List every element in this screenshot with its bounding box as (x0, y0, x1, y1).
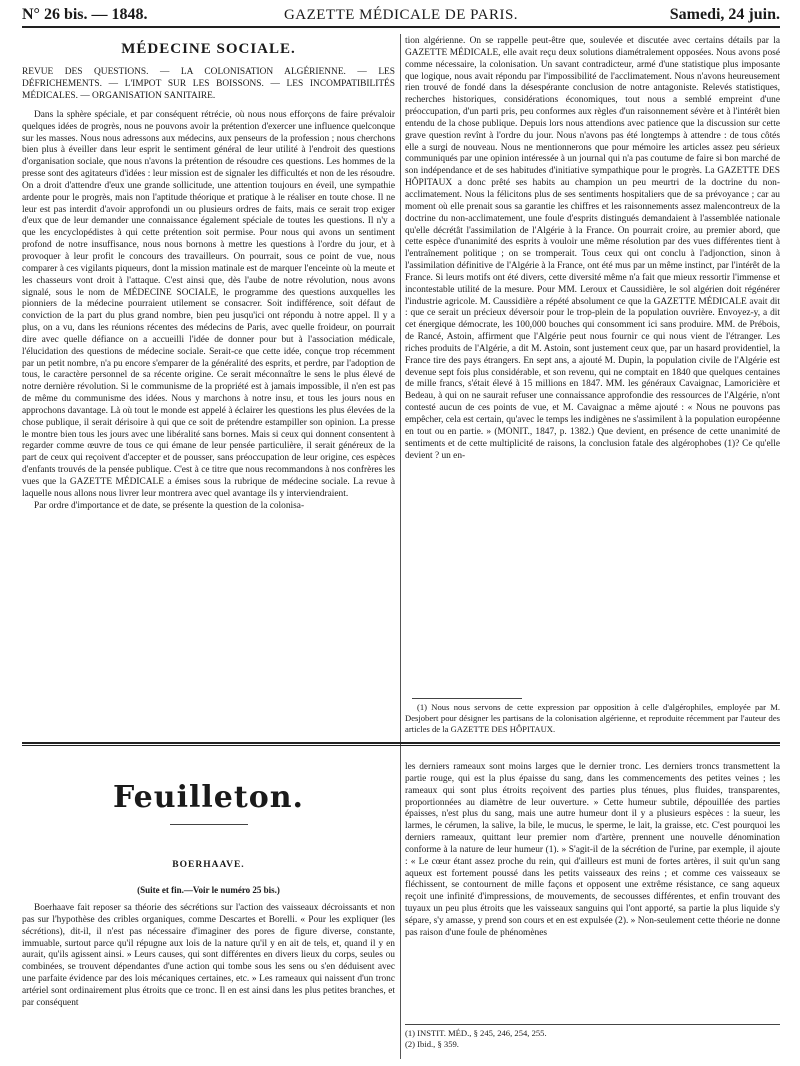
article-paragraph: Par ordre d'importance et de date, se présente la question de la colonisa- (34, 500, 305, 511)
feuilleton-footnote: (1) INSTIT. MÉD., § 245, 246, 254, 255. (405, 1028, 547, 1038)
article-paragraph: Dans la sphère spéciale, et par conséquent rétrécie, où nous nous efforçons de faire prévaloir quelques idées de progrès, nous ne pouvons avoir la prétention d'exercer une influence quelconque sur les masses. Nous nous adressons aux médecins, aux penseurs de la profession ; nous cherchons bien plus à éveiller dans leur esprit le sentiment général de leur utilité à l'endroit des questions d'organisation sociale, que nous n'avons la prétention de résoudre ces questions. Les hommes de la presse sont des agitateurs d'idées : leur mission est de signaler les difficultés et non de les résoudre. On a droit d'attendre d'eux une grande sollicitude, une attention toujours en éveil, une sympathie ardente pour le progrès, mais non l'aptitude théorique et pratique à le réaliser en toute chose. Il ne leur est pas interdit d'avoir approfondi un ou plusieurs ordres de faits, mais ce serait trop exiger d'eux que de leur demander une connaissance également spéciale de toutes les questions. Il n'y a que les encyclopédistes à qui cette prétention soit permise. Pour nous qui avons un sentiment profond de notre insuffisance, nous nous bornons à mettre les questions à l'ordre du jour, et à provoquer à leur profit le concours des travailleurs. On pourrait, sous ce point de vue, nous comparer à ces vigilants piqueurs, dont la mission matinale est de marquer l'enceinte où la meute et les chasseurs vont droit à l'attaque. C'est ainsi que, dès l'aube de notre révolution, nous avons signalé, sous le nom de MÉDECINE SOCIALE, le programme des questions auxquelles les pionniers de la médecine pourraient utilement se consacrer. Soit indifférence, soit défaut de conviction de la part du plus grand nombre, bien peu jusqu'ici ont répondu à notre appel. Il y a plus, on a vu, dans les réunions récentes des médecins de Paris, avec quelle froideur, on pourrait dire avec quelle défiance on a accueilli l'idée de donner pour but à l'association médicale, l'élucidation des questions de médecine sociale. Serait-ce que cette idée, conçue trop récemment par un petit nombre, n'a pu encore s'emparer de la généralité des esprits, et perdre, par l'adoption de tous, le caractère personnel de sa récente origine. Ce serait méconnaître le sens le plus élevé de notre dernière révolution. Si le communisme de la propriété est à jamais impossible, il n'en est pas de même du communisme des idées. Nous y marchons à notre insu, et tous les jours nous en approchons davantage. Là où tout le monde est appelé à éclairer les questions les plus élevées de la chose publique, il serait dérisoire à qui que ce soit de prétendre estampiller son opinion. La presse le montre bien tous les jours avec une libéralité sans bornes. Mais si ceux qui donnent consentent à regarder comme œuvre de tous ce qui émane de leur pensée particulière, il serait généreux de la part de ceux qui reçoivent d'accepter et de pousser, sans préoccupation de leur origine, ces espèces d'enfants trouvés de la pensée publique. C'est à ce titre que nous recommandons à nos confrères les vues que la GAZETTE MÉDICALE a émises sous la rubrique de médecine sociale. La revue à laquelle nous allons nous livrer leur montrera avec quel avantage ils y interviendraient. (22, 109, 395, 499)
issue-number: N° 26 bis. — 1848. (22, 6, 148, 23)
issue-date: Samedi, 24 juin. (669, 6, 780, 23)
feuilleton-title-rule (170, 824, 248, 825)
footnote-divider (412, 698, 522, 699)
article-left-column (22, 36, 395, 736)
feuilleton-footnote-divider (405, 1024, 780, 1025)
masthead (22, 4, 780, 28)
feuilleton-footnote: (2) Ibid., § 359. (405, 1039, 459, 1049)
feuilleton-left-column (22, 903, 395, 1061)
column-separator (400, 34, 401, 1059)
feuilleton-paragraph: Boerhaave fait reposer sa théorie des sécrétions sur l'action des vaisseaux décroissants et non pas sur l'hypothèse des cribles organiques, comme Descartes et Borelli. « Pour les expliquer (les sécrétions), dit-il, il n'est pas nécessaire d'imaginer des pores de figure diverse, constante, immuable, surtout parce qu'il répugne aux lois de la nature qu'il y en ait de tels, et, quand il y en aurait, qu'ils agissent ainsi. » Leurs causes, qui sont différentes en divers lieux du corps, seules ou combinées, se trouvent dépendantes d'une action qui tombe sous les sens ou s'en déduisent avec une parfaite évidence par des lois mécaniques certaines, etc. » Les rameaux qui naissent d'un tronc artériel sont ordinairement plus étroits que ce tronc. Il en est ainsi dans les plus petites branches, et par conséquent (22, 903, 395, 1008)
article-right-column (405, 36, 780, 696)
newspaper-page (22, 4, 780, 1062)
article-continuation: tion algérienne. On se rappelle peut-être que, soulevée et discutée avec certains détails par la GAZETTE MÉDICALE, elle avait reçu deux solutions diamétralement opposées. Nous avons posé comme nécessaire, la colonisation. Un savant contradicteur, armé d'une statistique plus imposante que logique, nous avait répondu par l'impossibilité de l'acclimatement. Nous n'avons heureusement rien trouvé de fondé dans la désespérante conclusion de notre antagoniste. Relevés statistiques, recherches historiques, considérations économiques, tout nous a semblé empreint d'une préoccupation, d'un parti pris, peu conformes aux règles d'un raisonnement sévère et à l'intérêt bien entendu de la chose publique. Depuis lors nous attendions avec patience que la discussion sur cette grave question revînt à l'ordre du jour. Nous n'avons pas été longtemps à attendre : de tous côtés elle a surgi de nouveau. Nous ne mentionnerons que pour mémoire les articles assez peu sérieux communiqués par une opinion intéressée à un journal qui n'a pas coutume de faire si bon marché de son indépendance et de ses habitudes d'initiative sympathique pour le progrès. La GAZETTE DES HÔPITAUX a donc prêté ses habits au champion un peu meurtri de la doctrine du non-acclimatement. Nous la félicitons plus de ses sentiments hospitaliers que de sa prévoyance ; car au moment où elle prenait sous sa garantie les chiffres et les raisonnements assez malencontreux de la doctrine du non-acclimatement, une foule d'esprits distingués demandaient à l'assemblée nationale qu'elle décrétât l'assimilation de l'Algérie à la France. On pourrait croire, au premier abord, que cette espèce d'unanimité des esprits à vouloir une même résolution par des vues différentes tient à l'entraînement politique ; on se tromperait. Tous ceux qui ont conclu à l'adjonction, sinon à l'assimilation définitive de l'Algérie à la France, ont été mus par un même instinct, par l'intérêt de la France. Si leurs motifs ont été divers, cette diversité même n'a fait que mieux ressortir l'immense et incontestable utilité de la mesure. Pour MM. Leroux et Caussidière, le sol algérien doit régénérer l'industrie agricole. M. Caussidière a répété absolument ce que la GAZETTE MÉDICALE avait dit : que ce serait un précieux déversoir pour le trop-plein de la population ouvrière. Envoyez-y, a dit cet énergique démocrate, les 100,000 bouches qui consomment ici sans produire. MM. de Prébois, de Rancé, Astoin, affirment que l'Algérie peut nous fournir ce qui nous vient de l'étranger. Les riches produits de l'Algérie, a dit M. Astoin, sont justement ceux que, par un hasard providentiel, la France tire des pays étrangers. En sept ans, a ajouté M. Dupin, la population civile de l'Algérie est devenue sept fois plus considérable, et son revenu, qui ne comptait en 1840 que quelques centaines de mille francs, s'était élevé à 15 millions en 1847. MM. les généraux Cavaignac, Lamoricière et Bedeau, à qui on ne saurait refuser une connaissance approfondie des ressources de l'Algérie, n'ont contesté aucun de ces points de vue, et M. Cavaignac a même ajouté : « Nous ne pouvons pas empêcher, cela est certain, qu'avec le temps les indigènes ne s'assimilent à la population européenne en tout ou en partie. » (MONIT., 1847, p. 1382.) Que devient, en présence de cette unanimité de sentiments et de cette multiplicité de raisons, la conclusion fatale des algérophobes (1)? Ce qu'elle devient ? un en- (405, 36, 780, 461)
feuilleton-continuation: les derniers rameaux sont moins larges que le dernier tronc. Les derniers troncs transmettent la partie rouge, qui est la plus épaisse du sang, dans les commencements des petites veines ; les rameaux qui sont plus étroits reçoivent des parties plus ténues, plus fluides, transparentes, proportionnées au diamètre de leur ouverture. » Cette humeur subtile, dépouillée des parties épaisses, n'est plus du sang, mais une autre humeur dont il y a plusieurs espèces : la sueur, les larmes, le cérumen, la salive, la bile, le mucus, le sperme, le lait, la graisse, etc. C'est pourquoi les derniers rameaux, quittant leur premier nom d'artère, prennent une nouvelle dénomination conforme à la nature de leur humeur (1). » S'agit-il de la sécrétion de l'urine, par exemple, il ajoute : « Le cœur étant assez proche du rein, qui d'ailleurs est muni de fortes artères, il suit qu'un sang aqueux est fortement poussé dans les petits vaisseaux des reins ; et comme ces vaisseaux se fléchissent, se contournent de mille façons et opposent une extrême résistance, ce sang aqueux reçoit une infinité d'impressions, de mouvements, de secousses différentes, et enfin trouvant des tuyaux un peu plus étroits que les vaisseaux sanguins qui l'ont apporté, sa partie la plus liquide s'y sépare, s'y amasse, y prend son cours et en est expulsée (2). » Non-seulement cette théorie ne donne pas raison d'une foule de phénomènes (405, 762, 780, 938)
article-footnote: (1) Nous nous servons de cette expression par opposition à celle d'algérophiles, employée par M. Desjobert pour désigner les partisans de la colonisation algérienne, et reproduite récemment par l'auteur des articles de la GAZETTE DES HÔPITAUX. (405, 702, 780, 734)
article-title: MÉDECINE SOCIALE. (121, 41, 296, 57)
feuilleton-divider-thin (22, 745, 780, 746)
feuilleton-suite-note: (Suite et fin.—Voir le numéro 25 bis.) (137, 885, 280, 895)
feuilleton-footnotes (405, 1028, 780, 1050)
feuilleton-right-column (405, 762, 780, 1018)
feuilleton-title: Feuilleton. (113, 780, 304, 815)
article-subtitle: REVUE DES QUESTIONS. — LA COLONISATION ALGÉRIENNE. — LES DÉFRICHEMENTS. — L'IMPOT SUR LES BOISSONS. — LES INCOMPATIBILITÉS MÉDICALES. — ORGANISATION SANITAIRE. (22, 66, 395, 101)
journal-title: GAZETTE MÉDICALE DE PARIS. (283, 7, 519, 23)
feuilleton-subtitle: BOERHAAVE. (172, 860, 245, 870)
feuilleton-divider (22, 742, 780, 744)
